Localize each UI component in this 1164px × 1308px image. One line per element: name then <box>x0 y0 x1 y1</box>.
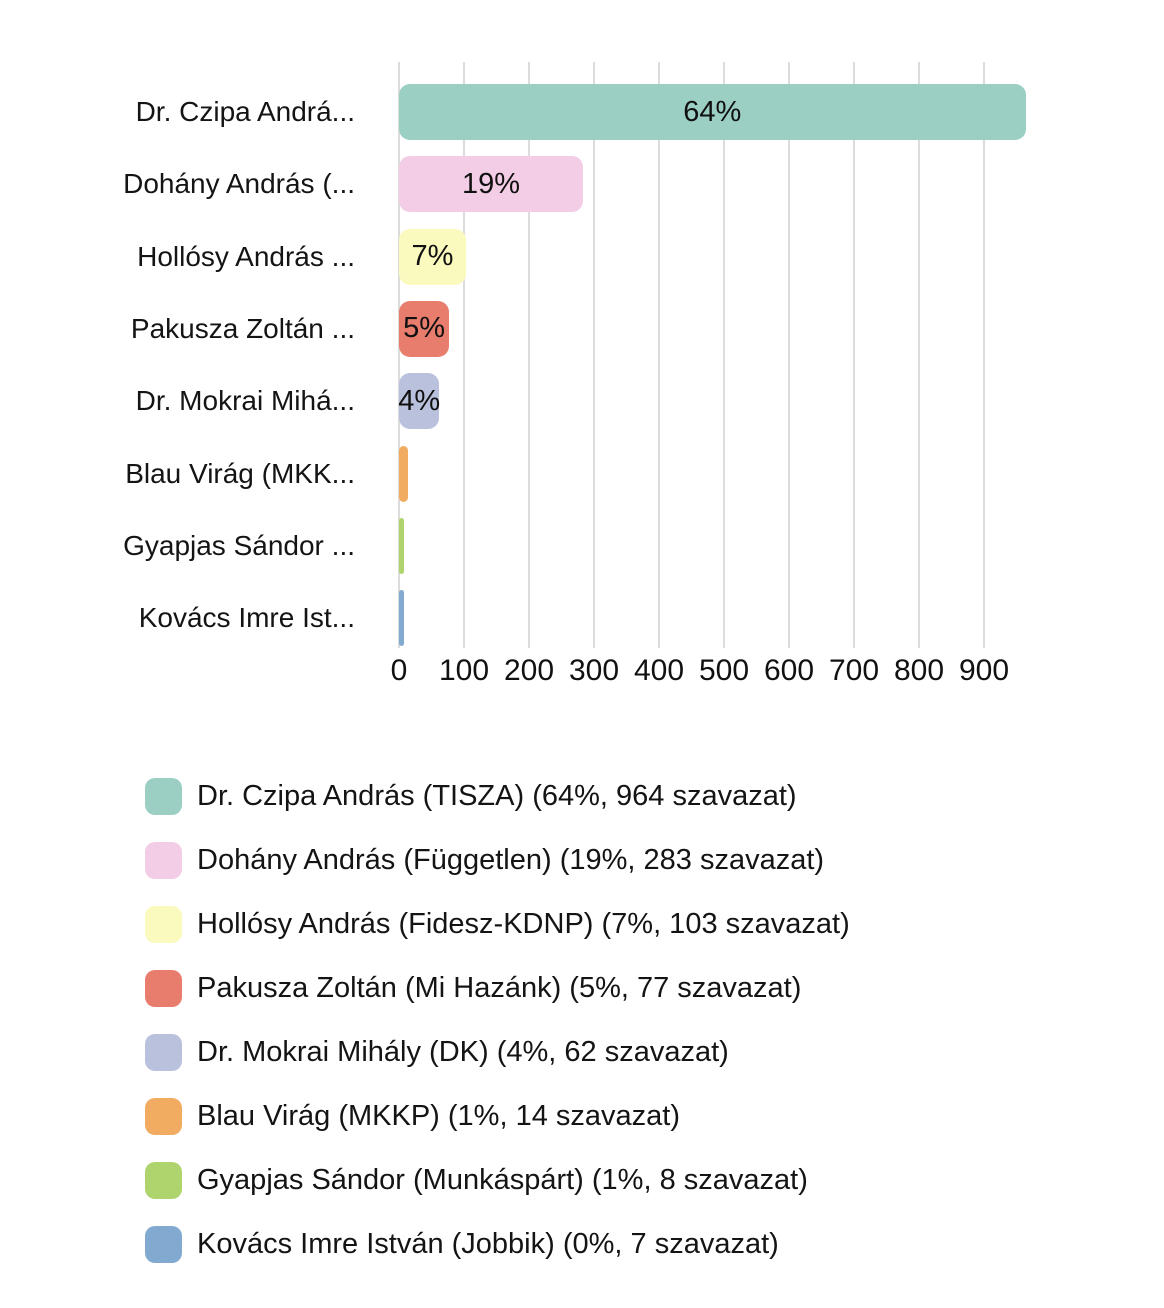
legend-swatch <box>145 842 182 879</box>
bar[interactable] <box>399 518 404 574</box>
legend-label: Dr. Mokrai Mihály (DK) (4%, 62 szavazat) <box>197 1035 729 1068</box>
legend-label: Pakusza Zoltán (Mi Hazánk) (5%, 77 szavazat) <box>197 971 802 1004</box>
legend-item <box>145 777 797 815</box>
x-tick-label: 600 <box>763 654 815 687</box>
x-tick-label: 400 <box>633 654 685 687</box>
legend-item <box>145 1161 808 1199</box>
bar[interactable] <box>399 156 583 212</box>
legend-label: Dohány András (Független) (19%, 283 szavazat) <box>197 843 825 876</box>
y-axis-label: Pakusza Zoltán ... <box>130 312 355 344</box>
legend-swatch <box>145 1162 182 1199</box>
legend-swatch <box>145 970 182 1007</box>
bar-row <box>0 293 1164 365</box>
legend-item <box>145 905 850 943</box>
bar[interactable] <box>399 446 408 502</box>
legend-label: Blau Virág (MKKP) (1%, 14 szavazat) <box>197 1099 680 1132</box>
bar-row <box>0 148 1164 220</box>
legend-item <box>145 1097 680 1135</box>
x-tick-label: 700 <box>828 654 880 687</box>
legend-item <box>145 969 801 1007</box>
bar-row <box>0 582 1164 654</box>
legend-label: Hollósy András (Fidesz-KDNP) (7%, 103 szavazat) <box>197 907 850 940</box>
bar-row <box>0 510 1164 582</box>
bar[interactable] <box>399 373 439 429</box>
y-axis-label: Dohány András (... <box>123 168 355 200</box>
bar-value-label: 5% <box>403 312 445 345</box>
legend-item <box>145 841 824 879</box>
legend-swatch <box>145 778 182 815</box>
legend-label: Dr. Czipa András (TISZA) (64%, 964 szavazat) <box>197 779 797 812</box>
bar-value-label: 19% <box>461 167 520 200</box>
x-tick-label: 500 <box>698 654 750 687</box>
legend-item <box>145 1033 729 1071</box>
y-axis-label: Kovács Imre Ist... <box>138 602 355 634</box>
x-tick-label: 900 <box>958 654 1010 687</box>
legend-swatch <box>145 1226 182 1263</box>
legend-swatch <box>145 906 182 943</box>
y-axis-label: Gyapjas Sándor ... <box>123 529 355 561</box>
x-tick-label: 200 <box>503 654 555 687</box>
bar-row <box>0 76 1164 148</box>
x-tick-label: 100 <box>438 654 490 687</box>
bar-value-label: 7% <box>411 240 454 273</box>
bar-row <box>0 365 1164 437</box>
x-tick-label: 300 <box>568 654 620 687</box>
bar[interactable] <box>399 590 404 646</box>
bar-value-label: 4% <box>398 384 441 417</box>
bar[interactable] <box>399 229 466 285</box>
x-tick-label: 0 <box>390 654 408 687</box>
legend-label: Kovács Imre István (Jobbik) (0%, 7 szavazat) <box>197 1227 779 1260</box>
y-axis-label: Dr. Czipa Andrá... <box>135 96 355 127</box>
bar[interactable] <box>399 84 1026 140</box>
x-tick-label: 800 <box>893 654 945 687</box>
bar[interactable] <box>399 301 449 357</box>
bar-value-label: 64% <box>683 95 742 128</box>
bar-row <box>0 438 1164 510</box>
x-axis <box>0 654 1164 694</box>
legend-swatch <box>145 1034 182 1071</box>
y-axis-label: Dr. Mokrai Mihá... <box>135 385 355 417</box>
legend-label: Gyapjas Sándor (Munkáspárt) (1%, 8 szavazat) <box>197 1163 808 1196</box>
y-axis-label: Blau Virág (MKK... <box>125 457 355 489</box>
legend-swatch <box>145 1098 182 1135</box>
legend-item <box>145 1225 779 1263</box>
y-axis-label: Hollósy András ... <box>137 240 355 272</box>
bar-row <box>0 221 1164 293</box>
